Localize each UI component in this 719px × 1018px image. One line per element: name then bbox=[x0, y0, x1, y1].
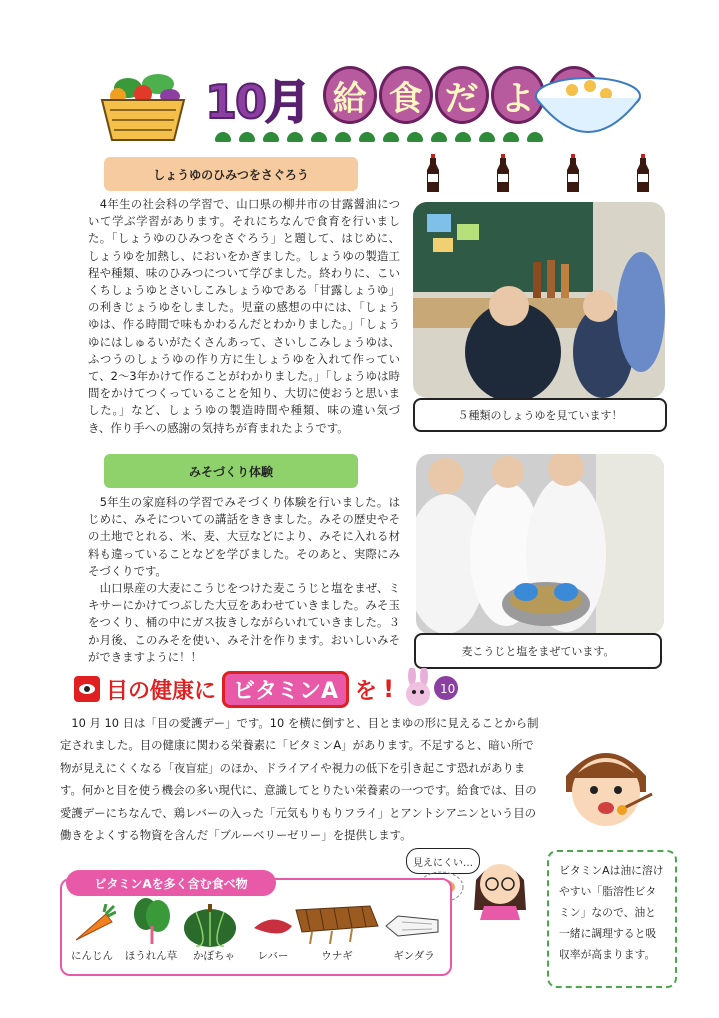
food-label-pumpkin: かぼちゃ bbox=[193, 950, 235, 962]
vitamin-note-text: ビタミンAは油に溶けやすい「脂溶性ビタミン」なので、油と一緒に調理すると吸収率が高まります。 bbox=[559, 864, 664, 961]
miso-heading-text: みそづくり体験 bbox=[188, 464, 273, 479]
vitamin-foods-title bbox=[66, 870, 276, 896]
soy-bottle-row bbox=[426, 154, 650, 194]
soy-sauce-caption-text: ５種類のしょうゆを見ています！ bbox=[457, 409, 623, 422]
soy-sauce-photo-caption bbox=[413, 398, 667, 432]
svg-text:10: 10 bbox=[440, 682, 456, 696]
soy-bottle-icon bbox=[566, 154, 580, 192]
vitamin-a-banner bbox=[74, 668, 494, 710]
liver-icon bbox=[252, 916, 294, 944]
vitamin-foods-title-text: ビタミンAを多く含む食べ物 bbox=[94, 876, 248, 891]
food-label-eel: ウナギ bbox=[321, 950, 353, 962]
rice-bowl-icon bbox=[528, 66, 648, 146]
soy-sauce-paragraph: 4年生の社会科の学習で、山口県の柳井市の甘露醤油について学ぶ学習があります。それにちなんで食育を行いました。「しょうゆのひみつをさぐろう」と題して、はじめに、しょうゆを加熱し、においをかぎました。しょうゆの製造工程や種類、味のひみつについて学びました。終わりに、こいくちしょうゆとさいしこみしょうゆである「甘露しょうゆ」の利きじょうゆをしました。児童の感想の中には、「しょうゆは、作る時間で味もかわるんだとわかりました。」「しょうゆにはしゅるいがたくさんあって、さいしこみしょうゆは、ふつうのしょうゆの作り方に生しょうゆを入れて作っていて、2～3年かけて作ることがわかりました。」「しょうゆは時間をかけてつくっていることを知り、大切に使おうと思いました。」など、しょうゆの製造時間や種類、味の違い気づき、作り手への感謝の気持ちが育まれたようです。 bbox=[88, 197, 400, 435]
title-char: 食 bbox=[379, 66, 433, 124]
miso-caption-text: 麦こうじと塩をまぜています。 bbox=[461, 645, 615, 658]
soy-bottle-icon bbox=[426, 154, 440, 192]
miso-photo-caption bbox=[414, 633, 662, 669]
pumpkin-icon bbox=[182, 902, 238, 952]
soy-sauce-heading bbox=[104, 157, 358, 191]
eye-icon bbox=[74, 676, 100, 702]
speech-text: 見えにくい… bbox=[413, 857, 473, 869]
bunny-character-icon bbox=[400, 668, 460, 710]
title-char: よ bbox=[491, 66, 545, 124]
spinach-icon bbox=[130, 896, 174, 950]
soy-sauce-class-photo bbox=[413, 202, 665, 398]
soy-bottle-icon bbox=[636, 154, 650, 192]
vegetable-basket-icon bbox=[88, 70, 198, 142]
food-label-carrot: にんじん bbox=[71, 950, 113, 962]
boy-eating-icon bbox=[556, 736, 656, 836]
title-month: 10月 bbox=[205, 75, 310, 129]
exclamation-icon: ! bbox=[383, 675, 395, 703]
title-char: 給 bbox=[323, 66, 377, 124]
girl-glasses-icon bbox=[470, 850, 530, 920]
sablefish-icon bbox=[384, 910, 442, 944]
leaf-decoration bbox=[215, 132, 543, 142]
food-label-liver: レバー bbox=[257, 950, 289, 962]
food-label-sablefish: ギンダラ bbox=[393, 950, 435, 962]
vitamin-heading-part1: 目の健康に bbox=[106, 678, 217, 704]
miso-heading bbox=[104, 454, 358, 488]
soy-bottle-icon bbox=[496, 154, 510, 192]
miso-paragraph: 5年生の家庭科の学習でみそづくり体験を行いました。はじめに、みそについての講話をききました。みその歴史やその土地でとれる、米、麦、大豆などにより、みそに入れる材料も違っていることなどを学びました。そのあと、実際にみそづくりです。 山口県産の大麦にこうじをつけた麦こうじと塩をまぜ、ミキサーにかけてつぶした大豆をあわせていきました。みそ玉をつくり、桶の中にガス抜きしながらいれていきました。３か月後、このみそを使い、みそ汁を作ります。おいしいみそができますように！！ bbox=[88, 495, 400, 664]
miso-making-photo bbox=[416, 454, 664, 634]
eel-skewer-icon bbox=[292, 900, 382, 950]
food-label-spinach: ほうれん草 bbox=[124, 950, 178, 962]
vitamin-heading-part2: ビタミンA bbox=[222, 671, 349, 708]
vitamin-a-paragraph: 10 月 10 日は「目の愛護デー」です。10 を横に倒すと、目とまゆの形に見えることから制定されました。目の健康に関わる栄養素に「ビタミンA」があります。不足すると、暗い所で物が見えにくくなる「夜盲症」のほか、ドライアイや視力の低下を引き起こす恐れがあります。何かと目を使う機会の多い現代に、意識してとりたい栄養素の一つです。給食では、目の愛護デーにちなんで、鶏レバーの入った「元気もりもりフライ」とアントシアニンという目の働きをよくする物資を含んだ「ブルーベリーゼリー」を提供します。 bbox=[60, 716, 539, 843]
carrot-icon bbox=[72, 904, 116, 948]
soy-sauce-heading-text: しょうゆのひみつをさぐろう bbox=[153, 167, 309, 182]
title-char: だ bbox=[435, 66, 489, 124]
vitamin-heading-part3: を bbox=[355, 678, 378, 704]
vitamin-note-box bbox=[547, 850, 677, 988]
